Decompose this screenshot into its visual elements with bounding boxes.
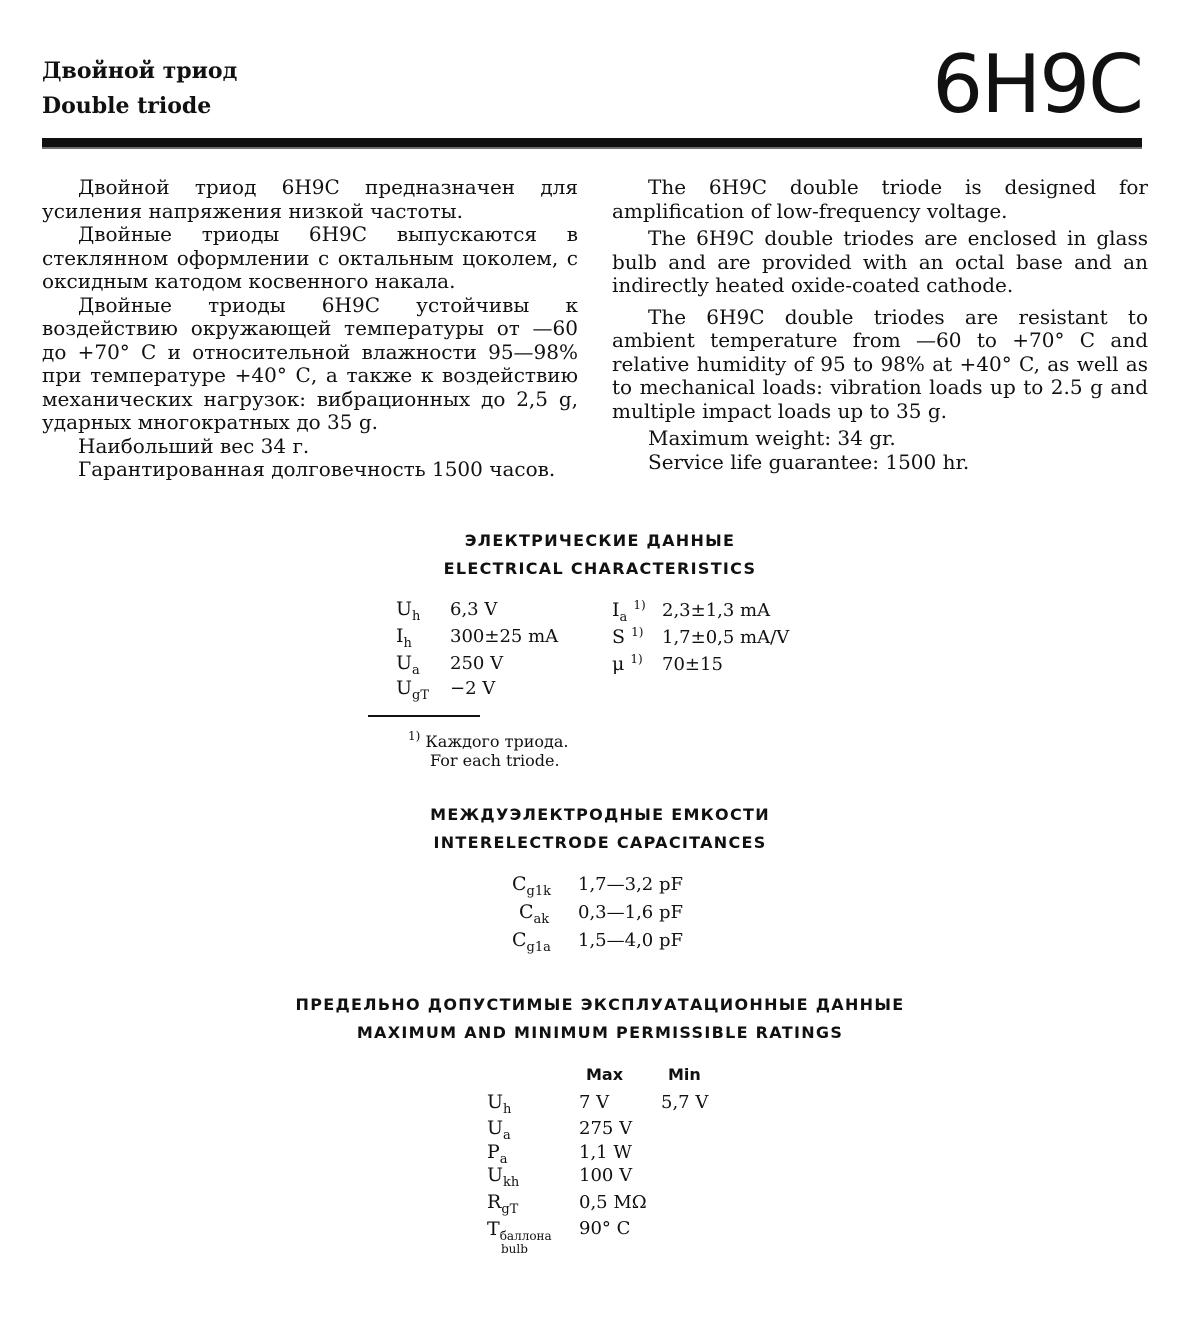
param-row: S $^{1)}$ 1,7±0,5 mA/V — [612, 625, 790, 648]
param-row: $C_{g1a}$ 1,5—4,0 pF — [512, 929, 683, 955]
intro-ru-column — [42, 176, 578, 482]
col-header-min: Min — [668, 1065, 701, 1084]
param-row: $U_{kh}$ 100 V — [487, 1164, 633, 1190]
intro-en-paragraph: The 6H9C double triodes are resistant to ambient temperature from —60 to +70° C and relative humidity of 95 to 98% at +40° C, as well as to mechanical loads: vibration loads up to 2.5 g and multiple impact loads up to 35 g. — [612, 304, 1148, 423]
intro-en-paragraph: Service life guarantee: 1500 hr. — [648, 449, 970, 474]
intro-en-paragraph: Maximum weight: 34 gr. — [648, 426, 896, 450]
param-row: $U_{gT} -2$ V — [396, 677, 496, 703]
col-header-max: Max — [586, 1065, 624, 1084]
electrical-title-ru: ЭЛЕКТРИЧЕСКИЕ ДАННЫЕ — [464, 531, 736, 550]
param-row: $R_{gT}$ 0,5 MΩ — [487, 1191, 647, 1217]
header-rule-shadow — [42, 146, 1142, 149]
intro-ru-paragraph: Двойные триоды 6Н9С выпускаются в стеклянном оформлении с октальным цоколем, с оксидным катодом косвенного накала. — [42, 222, 578, 293]
param-row: $U_h$ 7 V 5,7 V — [487, 1091, 709, 1117]
param-row: μ $^{1)}$ 70±15 — [612, 652, 723, 675]
capacitance-table — [512, 873, 683, 957]
intro-ru-paragraph: Двойной триод 6Н9С предназначен для усиления напряжения низкой частоты. — [42, 175, 578, 223]
param-row: $U_h$ 6,3 V — [396, 598, 498, 624]
footnote: $^{1)}$ Каждого триода. For each triode. — [408, 729, 569, 770]
param-row: $T_{баллона}$ 90° C bulb — [487, 1218, 631, 1256]
capacitances-title-en: INTERELECTRODE CAPACITANCES — [433, 833, 767, 852]
param-row: $C_{g1k}$ 1,7—3,2 pF — [512, 873, 683, 899]
title-en: Double triode — [42, 93, 212, 119]
intro-en-paragraph: The 6H9C double triodes are enclosed in glass bulb and are provided with an octal base and an indirectly heated oxide-coated cathode. — [612, 226, 1148, 297]
footnote-rule — [368, 715, 480, 717]
param-row: $P_a$ 1,1 W — [487, 1141, 632, 1167]
intro-ru-paragraph: Двойные триоды 6Н9С устойчивы к воздействию окружающей температуры от —60 до +70° С и относительной влажности 95—98% при температуре +40° С, а также к воздействию механических нагрузок: вибрационных до 2,5 g, ударных многократных до 35 g. — [42, 292, 578, 434]
intro-en-column — [612, 176, 1148, 474]
elec-left-table — [396, 598, 558, 704]
intro-en-paragraph: The 6H9C double triode is designed for amplification of low-frequency voltage. — [612, 175, 1148, 223]
electrical-title-en: ELECTRICAL CHARACTERISTICS — [443, 559, 757, 578]
ratings-title-en: MAXIMUM AND MINIMUM PERMISSIBLE RATINGS — [356, 1023, 844, 1042]
elec-right-table — [612, 598, 789, 679]
param-row: $U_a$ 275 V — [487, 1117, 633, 1143]
ratings-title-ru: ПРЕДЕЛЬНО ДОПУСТИМЫЕ ЭКСПЛУАТАЦИОННЫЕ ДАННЫЕ — [295, 995, 905, 1014]
intro-ru-paragraph: Наибольший вес 34 г. — [78, 433, 310, 458]
param-row: $I_a$ $^{1)}$ 2,3±1,3 mA — [612, 598, 771, 625]
title-ru: Двойной триод — [42, 58, 238, 84]
intro-ru-paragraph: Гарантированная долговечность 1500 часов. — [78, 457, 556, 481]
param-row: $I_h$ 300±25 mA — [396, 625, 559, 651]
model-number: 6H9C — [932, 38, 1142, 131]
param-row: $U_a$ 250 V — [396, 652, 504, 678]
param-row: $C_{ak}$ 0,3—1,6 pF — [519, 901, 683, 927]
capacitances-title-ru: МЕЖДУЭЛЕКТРОДНЫЕ ЕМКОСТИ — [430, 805, 770, 824]
ratings-table — [487, 1091, 708, 1258]
